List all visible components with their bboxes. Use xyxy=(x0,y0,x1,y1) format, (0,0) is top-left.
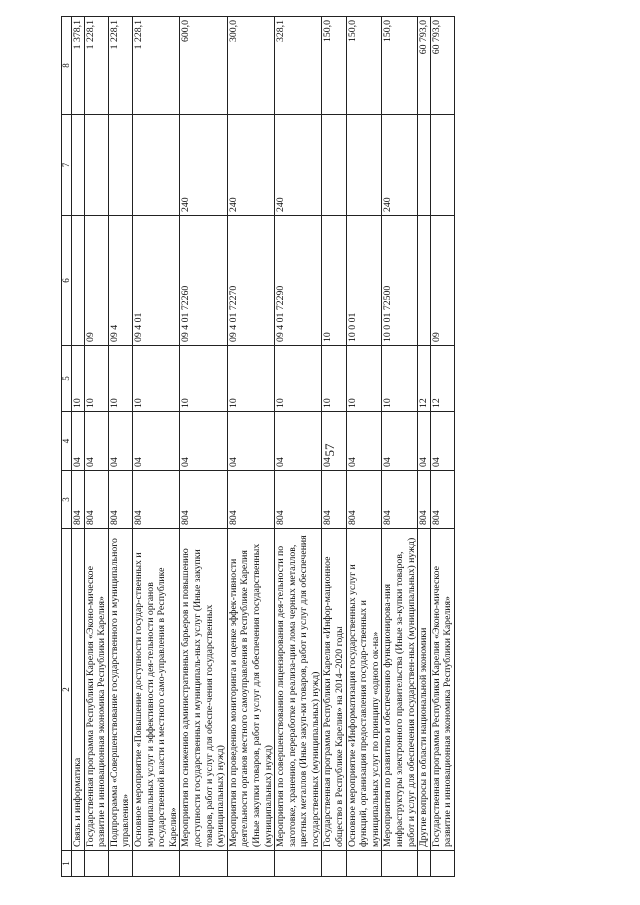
table-row xyxy=(382,17,418,877)
table-cell-c3: 804 xyxy=(108,471,132,529)
column-header: 5 xyxy=(62,346,72,412)
table-cell-c1 xyxy=(108,851,132,877)
table-row xyxy=(227,17,274,877)
rotated-page xyxy=(61,17,599,877)
table-cell-c1 xyxy=(430,851,454,877)
table-row xyxy=(108,17,132,877)
table-row xyxy=(84,17,108,877)
table-cell-c4: 04 xyxy=(227,412,274,471)
table-cell-c1 xyxy=(322,851,346,877)
table-cell-c2: Основное мероприятие «Повышение доступности государ-ственных и муниципальных услуг и эффективности дея-тельности органов государственной власти и местного само-управления в Республике Карелия» xyxy=(132,529,179,851)
table-cell-c1 xyxy=(382,851,418,877)
table-cell-c2: Государственная программа Республики Карелия «Эконо-мическое развитие и инновационная экономика Республики Карелия» xyxy=(430,529,454,851)
table-cell-c8: 1 378,1 xyxy=(72,17,85,115)
table-cell-c8: 1 228,1 xyxy=(84,17,108,115)
table-cell-c2: Государственная программа Республики Карелия «Эконо-мическое развитие и инновационная экономика Республики Карелия» xyxy=(84,529,108,851)
table-cell-c5: 10 xyxy=(346,346,382,412)
table-cell-c4: 04 xyxy=(346,412,382,471)
column-header: 6 xyxy=(62,216,72,346)
table-row xyxy=(72,17,85,877)
table-cell-c6: 09 4 01 72260 xyxy=(180,216,227,346)
table-cell-c8: 600,0 xyxy=(180,17,227,115)
table-cell-c3: 804 xyxy=(275,471,322,529)
table-cell-c8: 150,0 xyxy=(322,17,346,115)
table-cell-c7: 240 xyxy=(275,115,322,216)
table-cell-c2: Мероприятия по развитию и обеспечению функционирова-ния инфраструктуры электронного правительства (Иные за-купки товаров, работ и услуг для обеспечения государствен-ных (муниципальных) нужд) xyxy=(382,529,418,851)
table-row xyxy=(322,17,346,877)
table-cell-c5: 10 xyxy=(72,346,85,412)
table-cell-c6: 09 4 01 xyxy=(132,216,179,346)
table-cell-c4: 04 xyxy=(275,412,322,471)
table-cell-c6: 10 xyxy=(322,216,346,346)
table-cell-c1 xyxy=(275,851,322,877)
table-cell-c2: Основное мероприятие «Информатизация государственных услуг и функций, организация предоставления государ-ственных и муниципальных услуг по принципу «одного ок-на» xyxy=(346,529,382,851)
column-header: 3 xyxy=(62,471,72,529)
table-cell-c4: 04 xyxy=(382,412,418,471)
table-row xyxy=(180,17,227,877)
table-cell-c4: 04 xyxy=(430,412,454,471)
table-cell-c3: 804 xyxy=(322,471,346,529)
table-cell-c2: Мероприятия по снижению административных барьеров и повышению доступности государственных и муниципаль-ных услуг (Иные закупки товаров, работ и услуг для обеспе-чения государственных (муниципальных) нужд) xyxy=(180,529,227,851)
table-cell-c3: 804 xyxy=(72,471,85,529)
table-cell-c6: 10 0 01 72500 xyxy=(382,216,418,346)
column-header: 2 xyxy=(62,529,72,851)
table-cell-c7 xyxy=(430,115,454,216)
table-cell-c3: 804 xyxy=(227,471,274,529)
table-cell-c3: 804 xyxy=(84,471,108,529)
table-cell-c1 xyxy=(227,851,274,877)
table-cell-c5: 10 xyxy=(382,346,418,412)
table-cell-c5: 10 xyxy=(275,346,322,412)
table-cell-c3: 804 xyxy=(346,471,382,529)
table-cell-c8: 1 228,1 xyxy=(108,17,132,115)
table-cell-c5: 10 xyxy=(227,346,274,412)
table-cell-c2: Другие вопросы в области национальной экономики xyxy=(418,529,431,851)
table-cell-c2: Мероприятия по совершенствованию лицензирования дея-тельности по заготовке, хранению, переработке и реализа-ции лома черных металлов, цветных металлов (Иные закуп-ки товаров, работ и услуг для обеспечения государственных (муниципальных) нужд) xyxy=(275,529,322,851)
table-body xyxy=(72,17,455,877)
table-cell-c2: Мероприятия по проведению мониторинга и оценке эффек-тивности деятельности органов местного самоуправления в Республике Карелия (Иные закупки товаров, работ и услуг для обеспечения государственных (муниципальных) нужд) xyxy=(227,529,274,851)
table-cell-c1 xyxy=(346,851,382,877)
table-cell-c6: 09 4 01 72290 xyxy=(275,216,322,346)
table-cell-c7 xyxy=(322,115,346,216)
table-cell-c4: 04 xyxy=(322,412,346,471)
table-cell-c3: 804 xyxy=(132,471,179,529)
table-cell-c6: 09 xyxy=(84,216,108,346)
table-cell-c4: 04 xyxy=(84,412,108,471)
table-row xyxy=(275,17,322,877)
table-cell-c4: 04 xyxy=(180,412,227,471)
table-cell-c8: 300,0 xyxy=(227,17,274,115)
table-cell-c7: 240 xyxy=(180,115,227,216)
table-cell-c8: 328,1 xyxy=(275,17,322,115)
table-cell-c4: 04 xyxy=(72,412,85,471)
table-cell-c1 xyxy=(84,851,108,877)
table-cell-c6: 09 4 xyxy=(108,216,132,346)
table-cell-c6: 09 4 01 72270 xyxy=(227,216,274,346)
table-cell-c2: Государственная программа Республики Карелия «Инфор-мационное общество в Республике Карелия» на 2014–2020 годы xyxy=(322,529,346,851)
table-cell-c5: 10 xyxy=(84,346,108,412)
table-cell-c7 xyxy=(346,115,382,216)
table-cell-c4: 04 xyxy=(108,412,132,471)
column-header: 1 xyxy=(62,851,72,877)
page-number: 57 xyxy=(322,443,337,457)
table-cell-c5: 10 xyxy=(108,346,132,412)
table-cell-c7: 240 xyxy=(227,115,274,216)
table-cell-c7: 240 xyxy=(382,115,418,216)
table-cell-c6 xyxy=(72,216,85,346)
table-cell-c3: 804 xyxy=(382,471,418,529)
table-cell-c6 xyxy=(418,216,431,346)
table-cell-c1 xyxy=(72,851,85,877)
table-cell-c5: 10 xyxy=(180,346,227,412)
table-cell-c6: 09 xyxy=(430,216,454,346)
table-cell-c8: 150,0 xyxy=(382,17,418,115)
table-cell-c8: 60 793,0 xyxy=(430,17,454,115)
table-cell-c7 xyxy=(72,115,85,216)
column-header: 7 xyxy=(62,115,72,216)
table-cell-c4: 04 xyxy=(132,412,179,471)
table-cell-c7 xyxy=(108,115,132,216)
table-cell-c8: 150,0 xyxy=(346,17,382,115)
table-cell-c7 xyxy=(418,115,431,216)
table-row xyxy=(418,17,431,877)
table-cell-c3: 804 xyxy=(430,471,454,529)
table-cell-c2: Связь и информатика xyxy=(72,529,85,851)
table-row xyxy=(346,17,382,877)
column-header: 4 xyxy=(62,412,72,471)
table-cell-c3: 804 xyxy=(180,471,227,529)
header-row xyxy=(62,17,72,877)
table-cell-c7 xyxy=(132,115,179,216)
table-cell-c5: 10 xyxy=(132,346,179,412)
budget-table xyxy=(61,16,455,877)
column-header: 8 xyxy=(62,17,72,115)
table-cell-c4: 04 xyxy=(418,412,431,471)
table-cell-c8: 1 228,1 xyxy=(132,17,179,115)
table-cell-c6: 10 0 01 xyxy=(346,216,382,346)
table-cell-c5: 12 xyxy=(430,346,454,412)
table-cell-c5: 12 xyxy=(418,346,431,412)
table-cell-c2: Подпрограмма «Совершенствование государственного и муниципального управления» xyxy=(108,529,132,851)
table-cell-c1 xyxy=(418,851,431,877)
table-cell-c1 xyxy=(180,851,227,877)
table-row xyxy=(430,17,454,877)
table-cell-c8: 60 793,0 xyxy=(418,17,431,115)
table-cell-c1 xyxy=(132,851,179,877)
table-cell-c3: 804 xyxy=(418,471,431,529)
table-row xyxy=(132,17,179,877)
table-cell-c7 xyxy=(84,115,108,216)
table-cell-c5: 10 xyxy=(322,346,346,412)
